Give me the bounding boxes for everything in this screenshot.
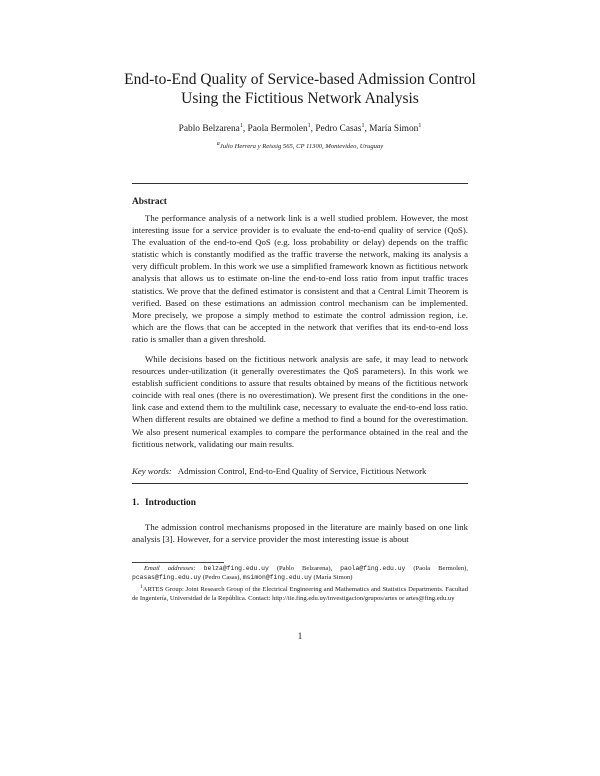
email-address-link[interactable]: pcasas@fing.edu.uy [132,573,202,581]
keywords [132,466,468,476]
author-mark: 1 [361,123,365,129]
footnote-text: ARTES Group: Joint Research Group of the Electrical Engineering and Mathematics and Statistics Departments. Facultad de Ingeniería, Universidad de la República. Contact: http://iie.fing.edu.uy/investigacion/grupos/artes or artes@fing.edu.uy [132,586,468,602]
affiliation-mark: a [216,141,220,147]
email-address-link[interactable]: msimon@fing.edu.uy [242,573,312,581]
author-name: Pedro Casas [315,124,362,135]
title-line-1: End-to-End Quality of Service-based Admission Control [124,71,476,88]
footnote-1 [132,583,468,603]
email-label: Email addresses: [144,565,196,572]
author-mark: 1 [307,123,311,129]
introduction-paragraph-1: The admission control mechanisms proposed in the literature are mainly based on one link analysis [3]. However, for a service provider the most interesting issue is about [132,522,468,545]
keywords-text: Admission Control, End-to-End Quality of Service, Fictitious Network [177,466,427,476]
footnote-emails [132,565,468,582]
author-mark: 1 [239,123,243,129]
abstract-bottom-rule [132,483,468,484]
abstract-top-rule [132,183,468,184]
author-name: Paola Bermolen [247,124,308,135]
page-number: 1 [297,632,303,642]
author-name: María Simon [369,124,419,135]
section-heading-introduction [132,498,196,508]
email-owner: (Pablo Belzarena), [276,565,333,572]
author-name: Pablo Belzarena [178,124,240,135]
author-list: Pablo Belzarena$^1$, Paola Bermolen$^1$, Pedro Casas$^1$, María Simon$^1$ [178,123,422,135]
footnote-mark: 1 [140,584,143,590]
section-number: 1. [132,498,140,508]
email-owner: (María Simon) [313,573,353,581]
footnote-rule [132,562,224,563]
affiliation-text: Julio Herrera y Reissig 565, CP 11300, Montevideo, Uruguay [219,143,384,151]
email-address-link[interactable]: belza@fing.edu.uy [203,565,269,572]
affiliation [0,141,600,150]
email-owner: (Pedro Casas), [202,573,242,581]
email-address-link[interactable]: paola@fing.edu.uy [340,565,406,572]
keywords-label: Key words: [132,466,172,476]
author-mark: 1 [418,123,422,129]
abstract-heading: Abstract [132,197,167,207]
abstract-paragraph-2: While decisions based on the fictitious network analysis are safe, it may lead to network resources under-utilization (it generally overestimates the QoS parameters). In this work we establish sufficient conditions to assure that results obtained by means of the fictitious network coincide with real ones (there is no overestimation). We present first the conditions in the one-link case and extend them to the multilink case, necessary to evaluate the end-to-end loss ratio. When different results are obtained we define a method to find a bound for the overestimation. We also present numerical examples to compare the performance obtained in the real and the fictitious network, validating our main results. [132,354,468,449]
abstract-paragraph-1: The performance analysis of a network link is a well studied problem. However, the most interesting issue for a service provider is to evaluate the end-to-end quality of service (QoS). The evaluation of the end-to-end QoS (e.g. loss probability or delay) depends on the traffic statistic which is constantly modified as the traffic traverse the network, making its analysis a very difficult problem. In this work we use a simplified framework known as fictitious network analysis that allows us to estimate on-line the end-to-end loss ratio from input traffic traces statistics. We prove that the defined estimator is consistent and that a Central Limit Theorem is verified. Based on these estimations an admission control mechanism can be implemented. More precisely, we propose a simply method to estimate the control admission region, i.e. which are the flows that can be accepted in the network that verifies that its end-to-end loss ratio is smaller than a given threshold. [132,213,468,344]
section-title: Introduction [145,498,196,508]
email-owner: (Paola Bermolen), [413,565,468,572]
title-line-2: Using the Fictitious Network Analysis [181,90,419,107]
paper-title [0,70,600,108]
